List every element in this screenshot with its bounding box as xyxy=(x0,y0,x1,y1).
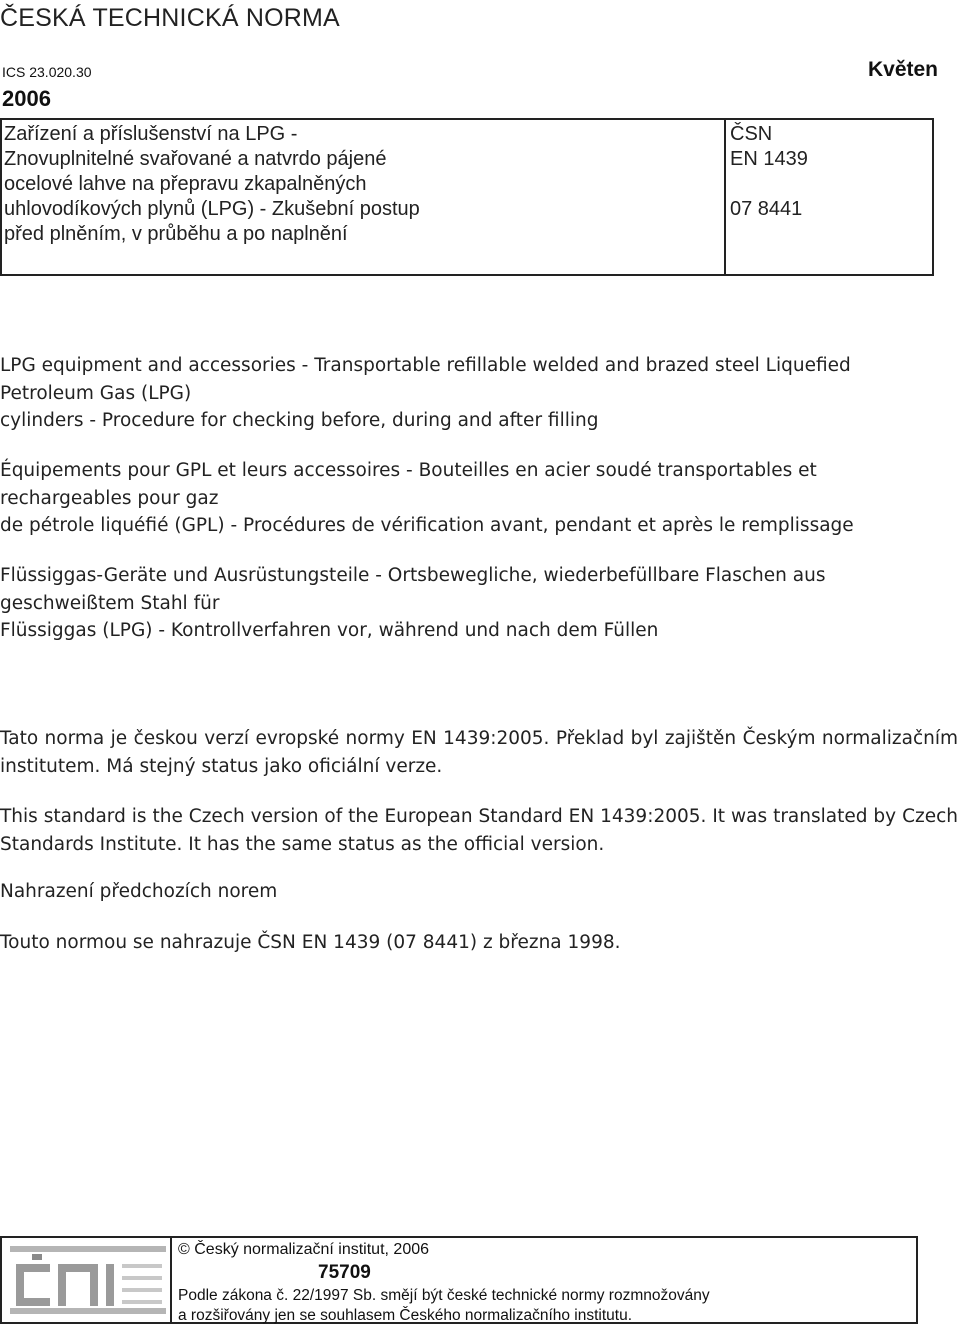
french-title-line: de pétrole liquéfié (GPL) - Procédures de vérification avant, pendant et après le remplissage xyxy=(0,515,854,536)
en-standard-number: EN 1439 xyxy=(730,148,808,170)
english-title-line: LPG equipment and accessories - Transportable refillable welded and brazed steel Liquefied xyxy=(0,355,851,376)
document-type-title: ČESKÁ TECHNICKÁ NORMA xyxy=(0,4,340,32)
english-title xyxy=(0,352,851,435)
replacement-text: Touto normou se nahrazuje ČSN EN 1439 (07 8441) z března 1998. xyxy=(0,932,621,953)
czech-title-line: Zařízení a příslušenství na LPG - xyxy=(4,123,298,145)
german-title-line: Flüssiggas (LPG) - Kontrollverfahren vor, während und nach dem Füllen xyxy=(0,620,659,641)
german-title-line: Flüssiggas-Geräte und Ausrüstungsteile - Ortsbewegliche, wiederbefüllbare Flaschen aus xyxy=(0,565,826,586)
title-box xyxy=(0,118,934,276)
czech-title xyxy=(2,120,726,274)
standard-identifiers xyxy=(730,122,808,222)
german-title xyxy=(0,562,825,645)
legal-notice-line: a rozšiřovány jen se souhlasem Českého normalizačního institutu. xyxy=(178,1307,633,1324)
csn-label: ČSN xyxy=(730,123,773,145)
cni-logo-icon xyxy=(2,1238,168,1322)
footer-logo-cell xyxy=(2,1238,172,1322)
english-version-statement: This standard is the Czech version of the European Standard EN 1439:2005. It was translated by Czech Standards Institute. It has the same status as the official version. xyxy=(0,806,958,855)
french-title xyxy=(0,457,854,540)
czech-title-line: uhlovodíkových plynů (LPG) - Zkušební postup xyxy=(4,198,420,220)
classification-number: 07 8441 xyxy=(730,198,803,220)
french-title-line: Équipements pour GPL et leurs accessoires - Bouteilles en acier soudé transportables et xyxy=(0,460,817,481)
german-title-line: geschweißtem Stahl für xyxy=(0,592,220,614)
publication-year: 2006 xyxy=(2,86,51,111)
ics-code: ICS 23.020.30 xyxy=(2,64,92,80)
publication-month: Květen xyxy=(867,58,938,81)
french-title-line: rechargeables pour gaz xyxy=(0,487,219,509)
footer-box xyxy=(0,1236,918,1324)
czech-title-line: před plněním, v průběhu a po naplnění xyxy=(4,223,348,245)
english-title-line: cylinders - Procedure for checking before, during and after filling xyxy=(0,410,599,431)
english-title-line: Petroleum Gas (LPG) xyxy=(0,382,192,404)
footer-text xyxy=(178,1240,710,1326)
czech-version-statement: Tato norma je českou verzí evropské normy EN 1439:2005. Překlad byl zajištěn Českým normalizačním institutem. Má stejný status jako oficiální verze. xyxy=(0,728,958,777)
legal-notice-line: Podle zákona č. 22/1997 Sb. smějí být české technické normy rozmnožovány xyxy=(178,1287,710,1304)
czech-title-line: Znovuplnitelné svařované a natvrdo pájené xyxy=(4,148,387,170)
catalog-number: 75709 xyxy=(318,1262,371,1283)
replacement-heading: Nahrazení předchozích norem xyxy=(0,881,278,902)
czech-title-line: ocelové lahve na přepravu zkapalněných xyxy=(4,173,367,195)
copyright-notice: © Český normalizační institut, 2006 xyxy=(178,1241,430,1258)
